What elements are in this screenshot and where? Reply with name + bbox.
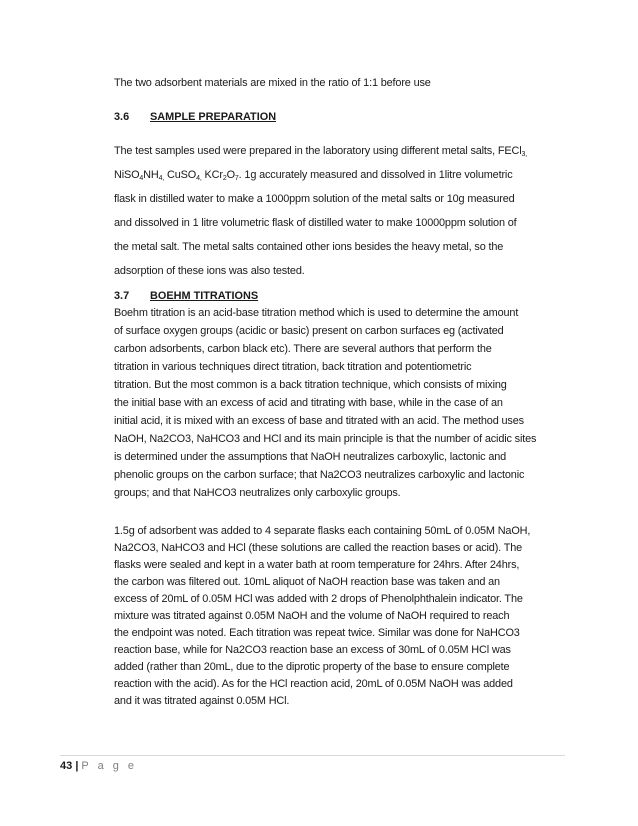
body-line: and dissolved in 1 litre volumetric flask of distilled water to make 10000ppm solution of [114,217,517,229]
body-line: reaction with the acid). As for the HCl reaction acid, 20mL of 0.05M NaOH was added [114,678,513,690]
body-line: titration in various techniques direct titration, back titration and potentiometric [114,361,472,373]
section-heading-3-7 [114,290,258,302]
body-line: excess of 20mL of 0.05M HCl was added with 2 drops of Phenolphthalein indicator. The [114,593,523,605]
body-line: The test samples used were prepared in the laboratory using different metal salts, FECl$_{3,}$ [114,145,528,158]
body-line: and it was titrated against 0.05M HCl. [114,695,290,707]
body-line: of surface oxygen groups (acidic or basic) present on carbon surfaces eg (activated [114,325,504,337]
body-line: NaOH, Na2CO3, NaHCO3 and HCl and its main principle is that the number of acidic sites [114,433,537,445]
body-line: titration. But the most common is a back titration technique, which consists of mixing [114,379,507,391]
body-line: the metal salt. The metal salts contained other ions besides the heavy metal, so the [114,241,504,253]
page-footer [60,760,137,772]
body-line: added (rather than 20mL, due to the diprotic property of the base to ensure complete [114,661,510,673]
section-number: 3.7 [114,290,130,302]
body-line: flask in distilled water to make a 1000ppm solution of the metal salts or 10g measured [114,193,515,205]
body-line: the initial base with an excess of acid and titrating with base, while in the case of an [114,397,503,409]
procedure-paragraph [114,523,564,710]
body-line: mixture was titrated against 0.05M NaOH and the volume of NaOH required to reach [114,610,510,622]
section-title: SAMPLE PREPARATION [150,111,277,123]
footer-divider [60,755,565,756]
body-line: 1.5g of adsorbent was added to 4 separate flasks each containing 50mL of 0.05M NaOH, [114,525,531,537]
section-title: BOEHM TITRATIONS [150,290,259,302]
body-line: the endpoint was noted. Each titration was repeat twice. Similar was done for NaHCO3 [114,627,520,639]
body-line: initial acid, it is mixed with an excess of base and titrated with an acid. The method uses [114,415,524,427]
section-number: 3.6 [114,111,130,123]
page-label: P a g e [81,760,138,772]
section-3-7-body [114,304,564,502]
intro-line: The two adsorbent materials are mixed in the ratio of 1:1 before use [114,77,431,89]
body-line: Boehm titration is an acid-base titration method which is used to determine the amount [114,307,519,319]
page-number: 43 [60,760,73,772]
body-line: the carbon was filtered out. 10mL aliquot of NaOH reaction base was taken and an [114,576,500,588]
body-line: groups; and that NaHCO3 neutralizes only carboxylic groups. [114,487,401,499]
body-line: phenolic groups on the carbon surface; that Na2CO3 neutralizes carboxylic and lactonic [114,469,525,481]
body-line-formula: $NiSO_4NH_{4,}$ CuSO$_{4,}$ $KCr_2O_7$. 1g accurately measured and dissolved in 1litre volumetric [114,169,513,182]
body-line: is determined under the assumptions that NaOH neutralizes carboxylic, lactonic and [114,451,507,463]
body-line: flasks were sealed and kept in a water bath at room temperature for 24hrs. After 24hrs, [114,559,520,571]
section-heading-3-6 [114,111,276,123]
body-line: adsorption of these ions was also tested. [114,265,305,277]
section-3-6-body [114,139,564,283]
footer-separator: | [75,760,79,772]
body-line: carbon adsorbents, carbon black etc). There are several authors that perform the [114,343,492,355]
body-line: Na2CO3, NaHCO3 and HCl (these solutions are called the reaction bases or acid). The [114,542,523,554]
body-line: reaction base, while for Na2CO3 reaction base an excess of 30mL of 0.05M HCl was [114,644,511,656]
